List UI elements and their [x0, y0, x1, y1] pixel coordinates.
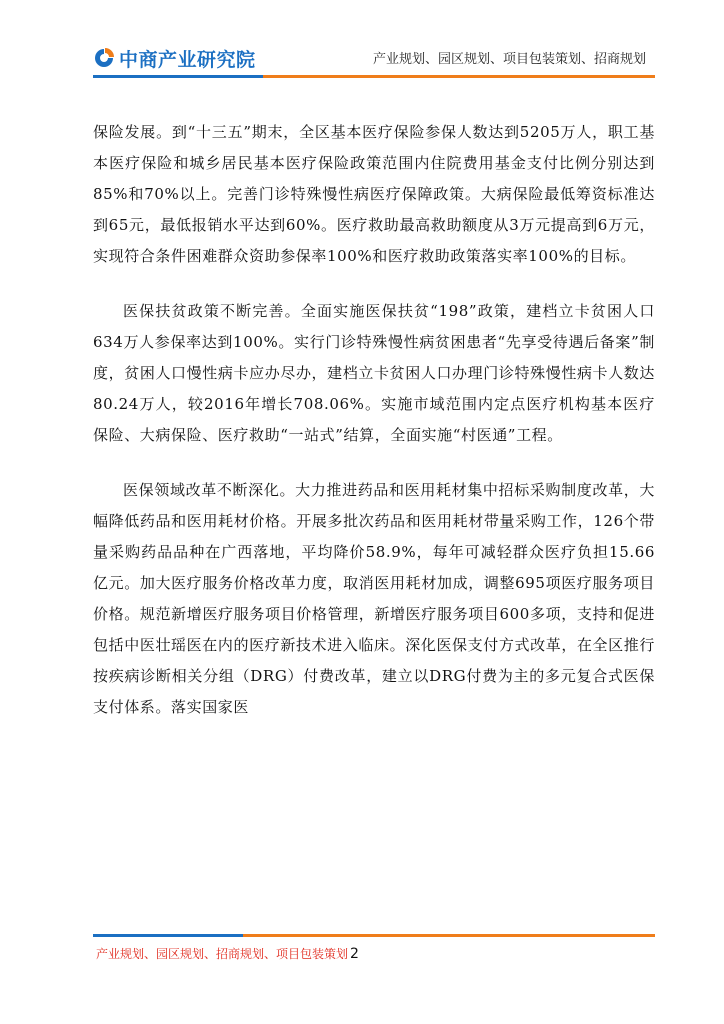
zhongshang-logo-icon: [93, 47, 115, 69]
logo: [93, 44, 256, 72]
header-tagline: 产业规划、园区规划、项目包装策划、招商规划: [372, 52, 646, 67]
logo-text: 中商产业研究院: [119, 48, 256, 71]
footer-tagline: 产业规划、园区规划、招商规划、项目包装策划: [96, 947, 349, 961]
header-rule-blue: [93, 75, 263, 78]
page-footer: [96, 945, 359, 962]
paragraph: 医保领域改革不断深化。大力推进药品和医用耗材集中招标采购制度改革，大幅降低药品和医用耗材价格。开展多批次药品和医用耗材带量采购工作，126个带量采购药品品种在广西落地，平均降价58.9%，每年可减轻群众医疗负担15.66亿元。加大医疗服务价格改革力度，取消医用耗材加成，调整695项医疗服务项目价格。规范新增医疗服务项目价格管理，新增医疗服务项目600多项，支持和促进包括中医壮瑶医在内的医疗新技术进入临床。深化医保支付方式改革，在全区推行按疾病诊断相关分组（DRG）付费改革，建立以DRG付费为主的多元复合式医保支付体系。落实国家医: [93, 481, 655, 716]
footer-rule-blue: [93, 934, 243, 937]
page-number: 2: [350, 946, 359, 962]
footer-rule-orange: [243, 934, 655, 937]
document-body: [93, 117, 655, 747]
paragraph: 医保扶贫政策不断完善。全面实施医保扶贫“198”政策，建档立卡贫困人口634万人参保率达到100%。实行门诊特殊慢性病贫困患者“先享受待遇后备案”制度，贫困人口慢性病卡应办尽办，建档立卡贫困人口办理门诊特殊慢性病卡人数达80.24万人，较2016年增长708.06%。实施市域范围内定点医疗机构基本医疗保险、大病保险、医疗救助“一站式”结算，全面实施“村医通”工程。: [93, 302, 655, 444]
header-rule-orange: [263, 75, 655, 78]
paragraph: 保险发展。到“十三五”期末，全区基本医疗保险参保人数达到5205万人，职工基本医疗保险和城乡居民基本医疗保险政策范围内住院费用基金支付比例分别达到85%和70%以上。完善门诊特殊慢性病医疗保障政策。大病保险最低筹资标准达到65元，最低报销水平达到60%。医疗救助最高救助额度从3万元提高到6万元，实现符合条件困难群众资助参保率100%和医疗救助政策落实率100%的目标。: [93, 123, 655, 265]
page-header: [0, 0, 724, 80]
